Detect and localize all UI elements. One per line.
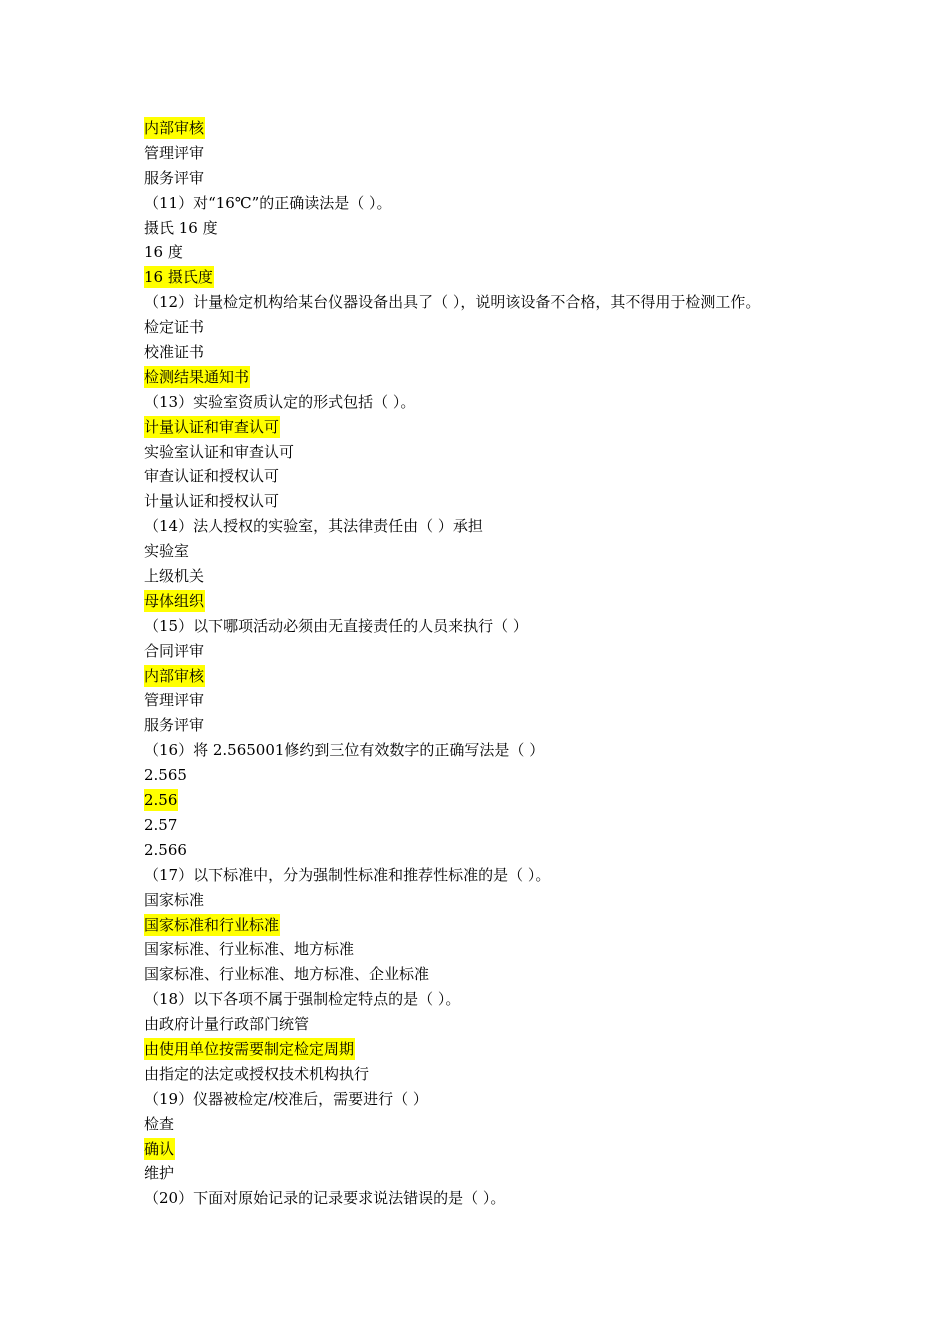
line-text: （11）对“16℃”的正确读法是（ ）。 xyxy=(144,193,392,212)
highlighted-answer-line xyxy=(144,116,844,141)
text-line xyxy=(144,763,844,788)
text-line xyxy=(144,838,844,863)
highlighted-answer-line xyxy=(144,415,844,440)
document-body xyxy=(144,116,844,1211)
line-text: 国家标准、行业标准、地方标准、企业标准 xyxy=(144,965,430,984)
line-text: 审查认证和授权认可 xyxy=(144,467,280,486)
line-text: （17）以下标准中，分为强制性标准和推荐性标准的是（ ）。 xyxy=(144,865,551,884)
line-text: 由政府计量行政部门统管 xyxy=(144,1015,310,1034)
line-text: 维护 xyxy=(144,1164,175,1183)
text-line xyxy=(144,962,844,987)
line-text: 检查 xyxy=(144,1114,175,1133)
text-line xyxy=(144,937,844,962)
highlighted-answer-line xyxy=(144,1037,844,1062)
line-text: 2.565 xyxy=(144,766,187,785)
highlighted-answer-line xyxy=(144,664,844,689)
line-text: 摄氏 16 度 xyxy=(144,218,218,237)
line-text: 计量认证和授权认可 xyxy=(144,492,280,511)
text-line xyxy=(144,539,844,564)
line-text: （16）将 2.565001修约到三位有效数字的正确写法是（ ） xyxy=(144,741,545,760)
text-line xyxy=(144,166,844,191)
line-text: （19）仪器被检定/校准后，需要进行（ ） xyxy=(144,1089,428,1108)
highlighted-answer-line xyxy=(144,1137,844,1162)
text-line xyxy=(144,888,844,913)
text-line xyxy=(144,713,844,738)
highlighted-answer-text: 检测结果通知书 xyxy=(144,367,250,386)
line-text: （14）法人授权的实验室，其法律责任由（ ）承担 xyxy=(144,517,483,536)
text-line xyxy=(144,464,844,489)
text-line xyxy=(144,514,844,539)
highlighted-answer-text: 确认 xyxy=(144,1139,175,1158)
line-text: （15）以下哪项活动必须由无直接责任的人员来执行（ ） xyxy=(144,616,528,635)
line-text: 管理评审 xyxy=(144,691,205,710)
highlighted-answer-text: 国家标准和行业标准 xyxy=(144,915,280,934)
text-line xyxy=(144,564,844,589)
line-text: 16 度 xyxy=(144,243,183,262)
line-text: （13）实验室资质认定的形式包括（ ）。 xyxy=(144,392,416,411)
line-text: 校准证书 xyxy=(144,343,205,362)
text-line xyxy=(144,489,844,514)
line-text: 服务评审 xyxy=(144,168,205,187)
text-line xyxy=(144,614,844,639)
text-line xyxy=(144,141,844,166)
text-line xyxy=(144,1062,844,1087)
text-line xyxy=(144,1087,844,1112)
text-line xyxy=(144,688,844,713)
line-text: （20）下面对原始记录的记录要求说法错误的是（ ）。 xyxy=(144,1189,506,1208)
line-text: 2.57 xyxy=(144,815,178,834)
highlighted-answer-text: 16 摄氏度 xyxy=(144,268,213,287)
line-text: （18）以下各项不属于强制检定特点的是（ ）。 xyxy=(144,990,461,1009)
text-line xyxy=(144,1161,844,1186)
highlighted-answer-line xyxy=(144,788,844,813)
text-line xyxy=(144,191,844,216)
line-text: 实验室 xyxy=(144,542,190,561)
highlighted-answer-line xyxy=(144,913,844,938)
line-text: 由指定的法定或授权技术机构执行 xyxy=(144,1064,370,1083)
highlighted-answer-text: 内部审核 xyxy=(144,119,205,137)
text-line xyxy=(144,390,844,415)
highlighted-answer-text: 2.56 xyxy=(144,791,178,810)
line-text: 2.566 xyxy=(144,840,187,859)
highlighted-answer-text: 母体组织 xyxy=(144,591,205,610)
line-text: 国家标准、行业标准、地方标准 xyxy=(144,940,355,959)
text-line xyxy=(144,813,844,838)
text-line xyxy=(144,1186,844,1211)
text-line xyxy=(144,987,844,1012)
highlighted-answer-text: 内部审核 xyxy=(144,666,205,685)
line-text: 服务评审 xyxy=(144,716,205,735)
text-line xyxy=(144,216,844,241)
text-line xyxy=(144,290,844,315)
line-text: 上级机关 xyxy=(144,567,205,586)
text-line xyxy=(144,440,844,465)
highlighted-answer-line xyxy=(144,365,844,390)
highlighted-answer-text: 计量认证和审查认可 xyxy=(144,417,280,436)
text-line xyxy=(144,340,844,365)
line-text: （12）计量检定机构给某台仪器设备出具了（ ），说明该设备不合格，其不得用于检测工作。 xyxy=(144,293,761,312)
text-line xyxy=(144,639,844,664)
highlighted-answer-line xyxy=(144,589,844,614)
text-line xyxy=(144,1012,844,1037)
text-line xyxy=(144,240,844,265)
text-line xyxy=(144,738,844,763)
line-text: 管理评审 xyxy=(144,143,205,162)
highlighted-answer-text: 由使用单位按需要制定检定周期 xyxy=(144,1039,355,1058)
highlighted-answer-line xyxy=(144,265,844,290)
line-text: 合同评审 xyxy=(144,641,205,660)
line-text: 实验室认证和审查认可 xyxy=(144,442,295,461)
text-line xyxy=(144,315,844,340)
line-text: 检定证书 xyxy=(144,318,205,337)
text-line xyxy=(144,863,844,888)
line-text: 国家标准 xyxy=(144,890,205,909)
text-line xyxy=(144,1112,844,1137)
